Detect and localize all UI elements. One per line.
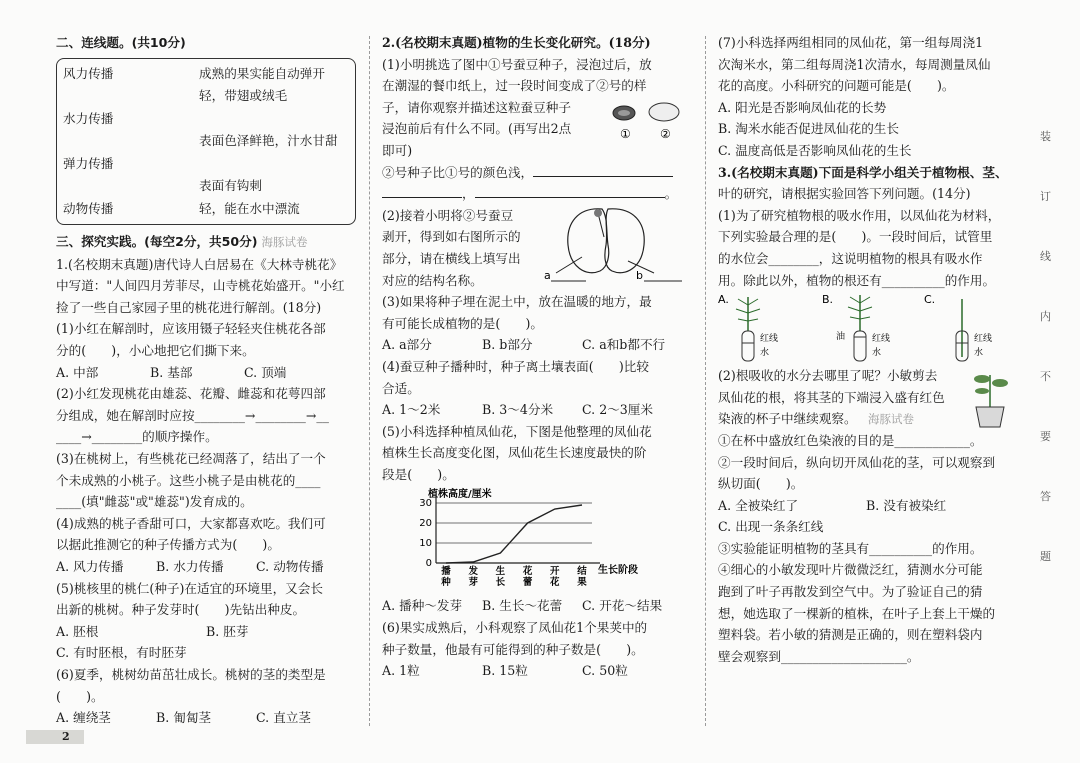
answer-option[interactable]: C. 开花～结果 (582, 598, 663, 614)
matching-left[interactable] (63, 175, 199, 198)
q3-2-more (718, 430, 1014, 495)
x-category-label: 芽 (468, 577, 478, 589)
text-line: 植株生长高度变化图，凤仙花生长速度最快的阶 (382, 445, 647, 461)
x-category-label: 播 (441, 566, 451, 578)
text-line: 部分，请在横线上填写出 (382, 250, 521, 266)
text-line: 染液的杯子中继续观察。 (718, 411, 857, 427)
text-line: (1)小红在解剖时，应该用镊子轻轻夹住桃花各部 (56, 321, 326, 337)
matching-left[interactable]: 动物传播 (63, 200, 114, 216)
matching-right[interactable]: 轻，能在水中漂流 (199, 200, 300, 216)
matching-row (63, 85, 347, 108)
answer-option[interactable]: A. 缠绕茎 (56, 710, 111, 726)
answer-option[interactable]: A. 1粒 (382, 663, 420, 679)
label-line-a (556, 257, 582, 273)
q2-6-lines (382, 617, 692, 660)
text-line: 想，她选取了一棵新的植株，在叶子上套上干燥的 (718, 605, 996, 621)
matching-right[interactable]: 成熟的果实能自动弹开 (199, 65, 325, 81)
text-line: (2)根吸收的水分去哪里了呢？小敏剪去 (718, 368, 938, 384)
x-category-label: 开 (550, 566, 560, 578)
column-divider (369, 36, 370, 726)
q2-3-options (382, 334, 692, 356)
matching-right[interactable]: 表面有钩刺 (199, 178, 262, 194)
q3-2-options (718, 495, 1014, 517)
label-water: 水 (872, 348, 882, 359)
label-red-line: 红线 (872, 334, 891, 345)
cotyledon-right (605, 209, 644, 273)
text-line: ①在杯中盛放红色染液的目的是____________。 (718, 432, 983, 448)
text-line: 有可能长成植物的是( )。 (382, 315, 543, 331)
y-tick-label: 20 (419, 518, 432, 530)
matching-left[interactable]: 风力传播 (63, 65, 114, 81)
text-line: 剥开，得到如右图所示的 (382, 229, 521, 245)
seed-2-label: ② (660, 126, 671, 141)
x-category-label: 种 (441, 577, 451, 589)
label-oil: 油 (836, 332, 846, 343)
chart-axes (436, 495, 600, 563)
text-line: 次淘米水，第二组每周浇1次清水，每周测量凤仙 (718, 56, 991, 72)
matching-row (63, 130, 347, 153)
answer-option[interactable]: B. b部分 (482, 337, 533, 353)
matching-left[interactable] (63, 130, 199, 153)
answer-option[interactable]: B. 胚芽 (206, 623, 249, 639)
q2-3-lines (382, 291, 692, 334)
matching-box (56, 58, 356, 226)
label-water: 水 (760, 348, 770, 359)
text-line: (2)小红发现桃花由雄蕊、花瓣、雌蕊和花萼四部 (56, 386, 326, 402)
q2-5-options (382, 595, 692, 617)
fig-label-a: a (544, 268, 551, 282)
text-line: (5)桃核里的桃仁(种子)在适宜的环境里，又会长 (56, 580, 323, 596)
matching-left[interactable]: 弹力传播 (63, 155, 114, 171)
q1-5-lines (56, 578, 356, 621)
edge-char: 不 (1040, 370, 1051, 383)
text-line: (2)接着小明将②号蚕豆 (382, 207, 514, 223)
answer-option[interactable]: A. 1～2米 (382, 402, 441, 418)
text-line: (1)小明挑选了图中①号蚕豆种子，浸泡过后，放 (382, 56, 652, 72)
edge-char: 要 (1040, 430, 1051, 443)
growth-chart (402, 485, 702, 595)
answer-option[interactable]: C. 直立茎 (256, 710, 311, 726)
column-3 (718, 32, 1014, 667)
answer-option[interactable]: B. 没有被染红 (866, 497, 947, 513)
q3-2-option-c: C. 出现一条条红线 (718, 519, 824, 535)
q1-4-options (56, 556, 356, 578)
matching-right[interactable]: 轻，带翅或绒毛 (199, 88, 288, 104)
text-line: 中写道："人间四月芳菲尽，山寺桃花始盛开。"小红 (56, 278, 345, 294)
answer-blank[interactable] (382, 183, 462, 198)
text-line: ③实验能证明植物的茎具有__________的作用。 (718, 540, 983, 556)
q1-6-options (56, 707, 356, 729)
answer-option[interactable]: B. 3～4分米 (482, 402, 554, 418)
answer-option[interactable]: A. 胚根 (56, 623, 99, 639)
test-tube (854, 331, 866, 361)
y-tick-label: 0 (425, 558, 432, 570)
answer-option[interactable]: C. 2～3厘米 (582, 402, 653, 418)
fig-label-b: b (636, 268, 643, 282)
exp-letter-c: C. (924, 293, 936, 307)
text-line: 出新的桃树。种子发芽时( )先钻出种皮。 (56, 602, 306, 618)
text-line: 合适。 (382, 380, 420, 396)
text-line: ②一段时间后，纵向切开凤仙花的茎，可以观察到 (718, 454, 996, 470)
text-line: 子，请你观察并描述这粒蚕豆种子 (382, 99, 571, 115)
edge-char: 答 (1040, 490, 1051, 503)
text-line: C. 温度高低是否影响凤仙花的生长 (718, 142, 912, 158)
x-category-label: 花 (550, 577, 560, 589)
experiment-b (822, 293, 890, 361)
y-tick-label: 30 (419, 498, 432, 510)
matching-left[interactable]: 水力传播 (63, 110, 114, 126)
matching-right[interactable]: 表面色泽鲜艳，汁水甘甜 (199, 133, 338, 149)
chart-series-line (446, 505, 582, 563)
q1-5-options (56, 621, 356, 643)
answer-option[interactable]: B. 基部 (150, 364, 193, 380)
text-line: ( )。 (56, 688, 104, 704)
edge-char: 订 (1040, 190, 1051, 203)
label-water: 水 (974, 348, 984, 359)
q3-2-tail (718, 538, 1014, 668)
q1-1-options (56, 362, 356, 384)
section2-title: 二、连线题。(共10分) (56, 35, 186, 50)
column-2: 2.(名校期末真题)植物的生长变化研究。(18分) (1)小明挑选了图中①号蚕豆种子，浸泡过后，放 在潮湿的餐巾纸上，过一段时间变成了②号的样 子，请你观察并描述这粒蚕豆种子 浸泡前后有什么不同。(再写出2点 即可) ① ② ②号种子比①号的颜色浅， ， 。 (2)接着小明将②号蚕豆 剥开，得到如右图所示的 部分，请在横线上填写出 对应的结构名称。 a b (3)如果将种子埋在泥土中，放在温暖的地方，最 有可能长成植物的是( )。 A. a部分 B. b部分 C. a和b都不行 (4)蚕豆种子播种时，种子离土壤表面( )比较 合适。 A. 1～2米 B. 3～4分米 C. 2～3厘米 (5)小科选择种植凤仙花，下图是他整理的凤仙花 植株生长高度变化图，凤仙花生长速度最快的阶 段是( )。 植株高度/厘米 生长阶段 0 10 20 30 播 种 发 芽 生 长 花 蕾 开 花 结 果 A. 播种～发芽 B. 生长～花蕾 C. 开花～结果 (6)果实成熟后，小科观察了凤仙花1个果荚中的 种子数量，他最有可能得到的种子数是( )。 A. 1粒 B. 15粒 C. 50粒 (382, 32, 692, 682)
seed-1-label: ① (620, 126, 631, 141)
text-line: (4)成熟的桃子香甜可口，大家都喜欢吃。我们可 (56, 515, 326, 531)
answer-option[interactable]: B. 生长～花蕾 (482, 598, 563, 614)
flower-cup-figure (968, 367, 1012, 429)
answer-option[interactable]: C. 顶端 (244, 364, 287, 380)
q1-lines (56, 254, 356, 362)
text-line: 3.(名校期末真题)下面是科学小组关于植物根、茎、 (718, 164, 1008, 180)
edge-char: 题 (1040, 550, 1051, 563)
answer-option[interactable]: C. a和b都不行 (582, 337, 666, 353)
leaf (974, 375, 990, 383)
text-line: 下列实验最合理的是( )。一段时间后，试管里 (718, 229, 993, 245)
text-line: 壁会观察到____________________。 (718, 648, 920, 664)
q2-4-lines (382, 356, 692, 399)
page-number: 2 (26, 730, 84, 744)
leaf (975, 388, 989, 394)
text-line: (6)夏季，桃树幼苗茁壮成长。桃树的茎的类型是 (56, 666, 326, 682)
plumule-shape (594, 209, 602, 217)
q2-7-lines (718, 32, 1014, 162)
column-divider (705, 36, 706, 726)
bean-seed-structure-figure (542, 201, 692, 293)
text-line: 用。除此以外，植物的根还有__________的作用。 (718, 272, 996, 288)
text-line: ____(填"雌蕊"或"雄蕊")发育成的。 (56, 494, 253, 510)
label-red-line: 红线 (760, 334, 779, 345)
bean-seeds-figure (608, 100, 692, 144)
text-line: 的水位会________，这说明植物的根具有吸水作 (718, 250, 983, 266)
answer-option[interactable]: A. 全被染红了 (718, 497, 799, 513)
x-category-label: 花 (522, 566, 533, 578)
text-line: 即可) (382, 142, 413, 158)
edge-char: 内 (1040, 310, 1051, 323)
column-1 (56, 32, 356, 729)
watermark: 海豚试卷 (868, 412, 914, 427)
x-category-label: 发 (468, 566, 478, 578)
matching-row (63, 175, 347, 198)
text-line: 在潮湿的餐巾纸上，过一段时间变成了②号的样 (382, 78, 647, 94)
watermark: 海豚试卷 (261, 235, 308, 250)
text-line: 捡了一些自己家园子里的桃花进行解剖。(18分) (56, 299, 322, 315)
text-line: 叶的研究，请根据实验回答下列问题。(14分) (718, 186, 971, 202)
q2-4-options (382, 399, 692, 421)
text-line: 段是( )。 (382, 466, 455, 482)
experiment-c (924, 293, 992, 361)
q3-lines (718, 162, 1014, 292)
text-line: 对应的结构名称。 (382, 272, 483, 288)
text-line: A. 阳光是否影响凤仙花的长势 (718, 99, 887, 115)
x-category-label: 长 (495, 577, 506, 589)
cup (976, 407, 1004, 427)
answer-option[interactable]: B. 匍匐茎 (156, 710, 212, 726)
text-line: 浸泡前后有什么不同。(再写出2点 (382, 121, 572, 137)
matching-row (63, 63, 347, 86)
root-experiment-figure (718, 291, 1008, 365)
text-line: (7)小科选择两组相同的凤仙花，第一组每周浇1 (718, 35, 984, 50)
q1-6-lines (56, 664, 356, 707)
answer-option[interactable]: B. 水力传播 (156, 559, 224, 574)
text-line: 个未成熟的小桃子。这些小桃子是由桃花的____ (56, 472, 321, 488)
x-category-label: 结 (577, 566, 587, 578)
exp-letter-a: A. (718, 293, 729, 307)
text-line: B. 淘米水能否促进凤仙花的生长 (718, 121, 899, 137)
chart-ylabel: 植株高度/厘米 (428, 489, 492, 501)
x-category-label: 果 (577, 577, 587, 589)
answer-option[interactable]: A. 中部 (56, 364, 99, 380)
binding-edge-text (1040, 130, 1052, 610)
text-line: 以据此推测它的种子传播方式为( )。 (56, 537, 280, 553)
edge-char: 装 (1040, 130, 1051, 143)
text-line: 分的( )，小心地把它们撕下来。 (56, 343, 255, 359)
seed-1-spot (618, 110, 630, 116)
text-line: ④细心的小敏发现叶片微微泛红，猜测水分可能 (718, 562, 983, 578)
q1-2-tail: ____→________的顺序操作。 (56, 429, 218, 445)
cotyledon-left (568, 209, 609, 273)
x-category-label: 生 (495, 566, 506, 578)
text-line: (6)果实成熟后，小科观察了凤仙花1个果荚中的 (382, 620, 648, 636)
text-line: 凤仙花的根，将其茎的下端浸入盛有红色 (718, 389, 945, 405)
q2-title: 2.(名校期末真题)植物的生长变化研究。(18分) (382, 35, 651, 50)
q1-5-option-c: C. 有时胚根，有时胚芽 (56, 645, 187, 661)
matching-left[interactable] (63, 85, 199, 108)
q1-2-lines (56, 383, 356, 426)
label-red-line: 红线 (974, 334, 993, 345)
answer-option[interactable]: A. 播种～发芽 (382, 598, 463, 614)
answer-option[interactable]: C. 动物传播 (256, 559, 324, 574)
matching-row (63, 153, 347, 176)
answer-blank[interactable] (533, 162, 673, 177)
y-tick-label: 10 (419, 538, 432, 550)
q2-6-options (382, 660, 692, 682)
text-line: (5)小科选择种植凤仙花，下图是他整理的凤仙花 (382, 423, 652, 439)
text-line: 花的高度。小科研究的问题可能是( )。 (718, 78, 955, 94)
leaf (992, 379, 1008, 387)
matching-row (63, 108, 347, 131)
answer-option[interactable]: C. 50粒 (582, 663, 628, 679)
answer-option[interactable]: A. a部分 (382, 337, 432, 353)
text-line: 跑到了叶子再散发到空气中。为了验证自己的猜 (718, 584, 983, 600)
text-line: 塑料袋。若小敏的猜测是正确的，则在塑料袋内 (718, 627, 983, 643)
q2-5-lines (382, 421, 692, 486)
q1-3-lines (56, 448, 356, 556)
text-line: 纵切面( )。 (718, 476, 804, 492)
answer-blank[interactable] (475, 183, 665, 198)
text-line: (3)在桃树上，有些桃花已经凋落了，结出了一个 (56, 451, 326, 467)
text-line: 分组成，她在解剖时应按________→________→__ (56, 407, 329, 423)
answer-option[interactable]: B. 15粒 (482, 663, 528, 679)
experiment-a (718, 293, 778, 361)
edge-char: 线 (1040, 250, 1051, 263)
q2-1-answer-prefix: ②号种子比①号的颜色浅， (382, 164, 534, 180)
chart-ticks (419, 498, 432, 569)
exp-letter-b: B. (822, 293, 834, 307)
answer-option[interactable]: A. 风力传播 (56, 559, 124, 574)
text-line: 1.(名校期末真题)唐代诗人白居易在《大林寺桃花》 (56, 256, 343, 272)
text-line: (3)如果将种子埋在泥土中，放在温暖的地方，最 (382, 294, 652, 310)
text-line: (4)蚕豆种子播种时，种子离土壤表面( )比较 (382, 358, 649, 374)
x-category-label: 蕾 (522, 577, 533, 589)
seed-2-shape (649, 103, 679, 121)
chart-xlabel: 生长阶段 (598, 565, 638, 577)
chart-categories (440, 565, 587, 588)
section3-title: 三、探究实践。(每空2分，共50分) (56, 234, 258, 250)
test-tube (742, 331, 754, 361)
text-line: 种子数量，他最有可能得到的种子数是( )。 (382, 641, 644, 657)
text-line: (1)为了研究植物根的吸水作用，以凤仙花为材料， (718, 207, 1001, 223)
matching-row (63, 198, 347, 221)
